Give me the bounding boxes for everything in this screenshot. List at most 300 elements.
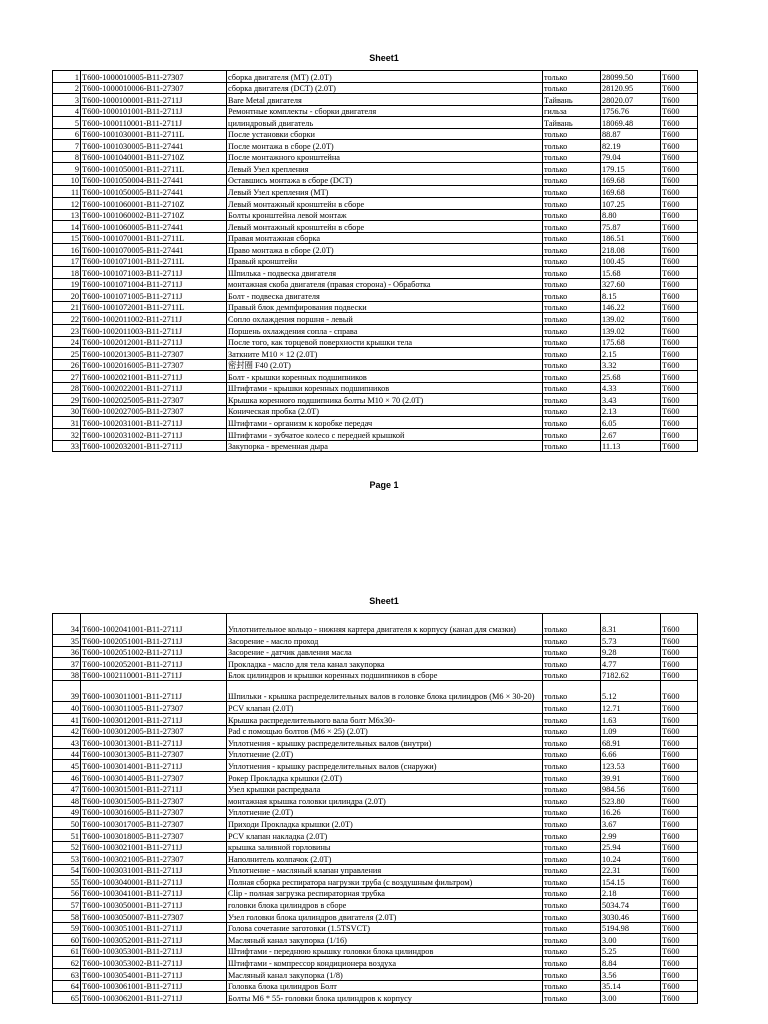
model-cell: T600 <box>661 980 698 992</box>
unit-cell: только <box>543 428 601 440</box>
price-cell: 3.56 <box>601 969 661 981</box>
model-cell: T600 <box>661 128 698 140</box>
unit-cell: только <box>543 681 601 702</box>
unit-cell: только <box>543 795 601 807</box>
part-code-cell: T600-1001060002-B11-2710Z <box>81 209 227 221</box>
part-code-cell: T600-1002016005-B11-27307 <box>81 359 227 371</box>
model-cell: T600 <box>661 737 698 749</box>
price-cell: 523.80 <box>601 795 661 807</box>
table-row <box>53 359 698 371</box>
description-cell: Ремонтные комплекты - сборки двигателя <box>227 105 543 117</box>
model-cell: T600 <box>661 635 698 647</box>
price-cell: 9.28 <box>601 646 661 658</box>
unit-cell: только <box>543 151 601 163</box>
unit-cell: только <box>543 440 601 452</box>
description-cell: Болт - крышки коренных подшипников <box>227 371 543 383</box>
price-cell: 8.15 <box>601 290 661 302</box>
part-code-cell: T600-1001030001-B11-2711L <box>81 128 227 140</box>
description-cell: Левый Узел крепления (MT) <box>227 186 543 198</box>
table-row <box>53 371 698 383</box>
price-cell: 186.51 <box>601 232 661 244</box>
part-code-cell: T600-1003050007-B11-27307 <box>81 911 227 923</box>
unit-cell: только <box>543 887 601 899</box>
price-cell: 88.87 <box>601 128 661 140</box>
description-cell: Уплотнение (2.0T) <box>227 748 543 760</box>
unit-cell: только <box>543 301 601 313</box>
unit-cell: Тайвань <box>543 117 601 129</box>
part-code-cell: T600-1003015005-B11-27307 <box>81 795 227 807</box>
unit-cell: только <box>543 945 601 957</box>
unit-cell: только <box>543 71 601 83</box>
part-code-cell: T600-1002011002-B11-2711J <box>81 313 227 325</box>
row-number-cell: 11 <box>53 186 81 198</box>
row-number-cell: 3 <box>53 94 81 106</box>
description-cell: После установки сборки <box>227 128 543 140</box>
description-cell: Уплотнительное кольцо - нижняя картера двигателя к корпусу (канал для смазки) <box>227 614 543 635</box>
row-number-cell: 25 <box>53 348 81 360</box>
description-cell: Засорение - масло проход <box>227 635 543 647</box>
description-cell: Болты кронштейна левой монтаж <box>227 209 543 221</box>
part-code-cell: T600-1003052001-B11-2711J <box>81 934 227 946</box>
part-code-cell: T600-1001050005-B11-27441 <box>81 186 227 198</box>
description-cell: Pad с помощью болтов (M6 × 25) (2.0T) <box>227 725 543 737</box>
model-cell: T600 <box>661 658 698 670</box>
model-cell: T600 <box>661 94 698 106</box>
part-code-cell: T600-1003017005-B11-27307 <box>81 818 227 830</box>
model-cell: T600 <box>661 760 698 772</box>
part-code-cell: T600-1003062001-B11-2711J <box>81 992 227 1004</box>
unit-cell: только <box>543 394 601 406</box>
table-row <box>53 71 698 83</box>
description-cell: После монтажа в сборе (2.0T) <box>227 140 543 152</box>
price-cell: 146.22 <box>601 301 661 313</box>
row-number-cell: 27 <box>53 371 81 383</box>
model-cell: T600 <box>661 417 698 429</box>
unit-cell: только <box>543 934 601 946</box>
table-row <box>53 94 698 106</box>
model-cell: T600 <box>661 713 698 725</box>
price-cell: 169.68 <box>601 186 661 198</box>
description-cell: 密封圈 F40 (2.0T) <box>227 359 543 371</box>
description-cell: Засорение - датчик давления масла <box>227 646 543 658</box>
row-number-cell: 56 <box>53 887 81 899</box>
part-code-cell: T600-1003054001-B11-2711J <box>81 969 227 981</box>
table-row <box>53 325 698 337</box>
model-cell: T600 <box>661 806 698 818</box>
table-row <box>53 267 698 279</box>
description-cell: Правый кронштейн <box>227 255 543 267</box>
price-cell: 2.99 <box>601 829 661 841</box>
table-row <box>53 128 698 140</box>
row-number-cell: 20 <box>53 290 81 302</box>
price-cell: 6.66 <box>601 748 661 760</box>
price-cell: 35.14 <box>601 980 661 992</box>
description-cell: монтажная крышка головки цилиндра (2.0T) <box>227 795 543 807</box>
part-code-cell: T600-1003053002-B11-2711J <box>81 957 227 969</box>
price-cell: 154.15 <box>601 876 661 888</box>
part-code-cell: T600-1002041001-B11-2711J <box>81 614 227 635</box>
unit-cell: только <box>543 899 601 911</box>
price-cell: 8.80 <box>601 209 661 221</box>
model-cell: T600 <box>661 795 698 807</box>
unit-cell: только <box>543 635 601 647</box>
part-code-cell: T600-1002012001-B11-2711J <box>81 336 227 348</box>
unit-cell: только <box>543 417 601 429</box>
table-row <box>53 957 698 969</box>
row-number-cell: 49 <box>53 806 81 818</box>
model-cell: T600 <box>661 783 698 795</box>
price-cell: 28020.07 <box>601 94 661 106</box>
table-row <box>53 681 698 702</box>
model-cell: T600 <box>661 221 698 233</box>
table-row <box>53 911 698 923</box>
price-cell: 82.19 <box>601 140 661 152</box>
description-cell: Рокер Прокладка крышки (2.0T) <box>227 771 543 783</box>
description-cell: Полная сборка респиратора нагрузки труба (с воздушным фильтром) <box>227 876 543 888</box>
table-row <box>53 348 698 360</box>
row-number-cell: 26 <box>53 359 81 371</box>
part-code-cell: T600-1002011003-B11-2711J <box>81 325 227 337</box>
row-number-cell: 55 <box>53 876 81 888</box>
description-cell: головки блока цилиндров в сборе <box>227 899 543 911</box>
price-cell: 218.08 <box>601 244 661 256</box>
table-row <box>53 301 698 313</box>
table-row <box>53 198 698 210</box>
description-cell: Голова сочетание заготовки (1.5TSVCT) <box>227 922 543 934</box>
row-number-cell: 65 <box>53 992 81 1004</box>
description-cell: Сопло охлаждения поршня - левый <box>227 313 543 325</box>
unit-cell: только <box>543 359 601 371</box>
unit-cell: только <box>543 405 601 417</box>
description-cell: Поршень охлаждения сопла - справа <box>227 325 543 337</box>
unit-cell: только <box>543 646 601 658</box>
description-cell: Штифтами - крышки коренных подшипников <box>227 382 543 394</box>
table-row <box>53 151 698 163</box>
unit-cell: только <box>543 669 601 681</box>
unit-cell: только <box>543 702 601 714</box>
model-cell: T600 <box>661 899 698 911</box>
price-cell: 68.91 <box>601 737 661 749</box>
model-cell: T600 <box>661 359 698 371</box>
description-cell: Заткните M10 × 12 (2.0T) <box>227 348 543 360</box>
part-code-cell: T600-1003040001-B11-2711J <box>81 876 227 888</box>
table-row <box>53 853 698 865</box>
table-row <box>53 969 698 981</box>
table-row <box>53 713 698 725</box>
row-number-cell: 46 <box>53 771 81 783</box>
description-cell: Прокладка - масло для тела канал закупорка <box>227 658 543 670</box>
description-cell: Масляный канал закупорка (1/16) <box>227 934 543 946</box>
sheet-title: Sheet1 <box>369 596 399 606</box>
part-code-cell: T600-1002013005-B11-27307 <box>81 348 227 360</box>
table-row <box>53 992 698 1004</box>
description-cell: Узел крышки распредвала <box>227 783 543 795</box>
part-code-cell: T600-1002051001-B11-2711J <box>81 635 227 647</box>
description-cell: Крышка коренного подшипника болты M10 × 70 (2.0T) <box>227 394 543 406</box>
description-cell: Левый Узел крепления <box>227 163 543 175</box>
description-cell: Bare Metal двигателя <box>227 94 543 106</box>
unit-cell: только <box>543 128 601 140</box>
description-cell: монтажная скоба двигателя (правая сторона) - Обработка <box>227 278 543 290</box>
price-cell: 327.60 <box>601 278 661 290</box>
table-row <box>53 876 698 888</box>
price-cell: 4.77 <box>601 658 661 670</box>
part-code-cell: T600-1003014001-B11-2711J <box>81 760 227 772</box>
price-cell: 107.25 <box>601 198 661 210</box>
row-number-cell: 52 <box>53 841 81 853</box>
row-number-cell: 51 <box>53 829 81 841</box>
unit-cell: только <box>543 382 601 394</box>
table-row <box>53 760 698 772</box>
part-code-cell: T600-1002021001-B11-2711J <box>81 371 227 383</box>
model-cell: T600 <box>661 371 698 383</box>
unit-cell: только <box>543 853 601 865</box>
price-cell: 8.84 <box>601 957 661 969</box>
description-cell: После того, как торцевой поверхности крышки тела <box>227 336 543 348</box>
part-code-cell: T600-1001072001-B11-2711L <box>81 301 227 313</box>
description-cell: Уплотнения - крышку распределительных валов (снаружи) <box>227 760 543 772</box>
price-cell: 10.24 <box>601 853 661 865</box>
unit-cell: только <box>543 980 601 992</box>
part-code-cell: T600-1003012005-B11-27307 <box>81 725 227 737</box>
description-cell: Крышка распределительного вала болт M6x30- <box>227 713 543 725</box>
part-code-cell: T600-1001071003-B11-2711J <box>81 267 227 279</box>
part-code-cell: T600-1003021005-B11-27307 <box>81 853 227 865</box>
price-cell: 5.12 <box>601 681 661 702</box>
price-cell: 3.00 <box>601 934 661 946</box>
table-row <box>53 806 698 818</box>
unit-cell: только <box>543 957 601 969</box>
unit-cell: только <box>543 771 601 783</box>
unit-cell: только <box>543 255 601 267</box>
table-row <box>53 702 698 714</box>
row-number-cell: 34 <box>53 614 81 635</box>
model-cell: T600 <box>661 174 698 186</box>
part-code-cell: T600-1001050004-B11-27441 <box>81 174 227 186</box>
row-number-cell: 5 <box>53 117 81 129</box>
part-code-cell: T600-1001060005-B11-27441 <box>81 221 227 233</box>
model-cell: T600 <box>661 163 698 175</box>
price-cell: 2.18 <box>601 887 661 899</box>
unit-cell: только <box>543 163 601 175</box>
table-row <box>53 635 698 647</box>
unit-cell: только <box>543 209 601 221</box>
model-cell: T600 <box>661 348 698 360</box>
table-row <box>53 748 698 760</box>
model-cell: T600 <box>661 232 698 244</box>
page-footer: Page 1 <box>369 480 399 490</box>
model-cell: T600 <box>661 911 698 923</box>
unit-cell: только <box>543 829 601 841</box>
price-cell: 16.26 <box>601 806 661 818</box>
row-number-cell: 58 <box>53 911 81 923</box>
unit-cell: только <box>543 278 601 290</box>
part-code-cell: T600-1002051002-B11-2711J <box>81 646 227 658</box>
price-cell: 1.63 <box>601 713 661 725</box>
table-row <box>53 232 698 244</box>
description-cell: PCV клапан накладка (2.0T) <box>227 829 543 841</box>
part-code-cell: T600-1002031001-B11-2711J <box>81 417 227 429</box>
description-cell: Уплотнения - крышку распределительных валов (внутри) <box>227 737 543 749</box>
description-cell: Узел головки блока цилиндров двигателя (2.0T) <box>227 911 543 923</box>
part-code-cell: T600-1003013001-B11-2711J <box>81 737 227 749</box>
table-row <box>53 209 698 221</box>
model-cell: T600 <box>661 209 698 221</box>
unit-cell: только <box>543 336 601 348</box>
row-number-cell: 43 <box>53 737 81 749</box>
row-number-cell: 4 <box>53 105 81 117</box>
price-cell: 2.15 <box>601 348 661 360</box>
row-number-cell: 32 <box>53 428 81 440</box>
row-number-cell: 40 <box>53 702 81 714</box>
table-row <box>53 417 698 429</box>
model-cell: T600 <box>661 325 698 337</box>
price-cell: 3.43 <box>601 394 661 406</box>
model-cell: T600 <box>661 394 698 406</box>
part-code-cell: T600-1000010005-B11-27307 <box>81 71 227 83</box>
unit-cell: только <box>543 82 601 94</box>
model-cell: T600 <box>661 771 698 783</box>
sheet-title: Sheet1 <box>369 53 399 63</box>
price-cell: 5.73 <box>601 635 661 647</box>
unit-cell: только <box>543 290 601 302</box>
part-code-cell: T600-1002025005-B11-27307 <box>81 394 227 406</box>
unit-cell: только <box>543 186 601 198</box>
table-row <box>53 255 698 267</box>
model-cell: T600 <box>661 140 698 152</box>
table-row <box>53 244 698 256</box>
price-cell: 2.13 <box>601 405 661 417</box>
row-number-cell: 28 <box>53 382 81 394</box>
row-number-cell: 50 <box>53 818 81 830</box>
row-number-cell: 13 <box>53 209 81 221</box>
price-cell: 79.04 <box>601 151 661 163</box>
unit-cell: только <box>543 713 601 725</box>
description-cell: Закупорка - временная дыра <box>227 440 543 452</box>
unit-cell: Тайвань <box>543 94 601 106</box>
price-cell: 8.31 <box>601 614 661 635</box>
unit-cell: только <box>543 174 601 186</box>
table-row <box>53 887 698 899</box>
part-code-cell: T600-1002031002-B11-2711J <box>81 428 227 440</box>
part-code-cell: T600-1002022001-B11-2711J <box>81 382 227 394</box>
table-row <box>53 899 698 911</box>
table-row <box>53 945 698 957</box>
model-cell: T600 <box>661 702 698 714</box>
row-number-cell: 16 <box>53 244 81 256</box>
row-number-cell: 21 <box>53 301 81 313</box>
unit-cell: только <box>543 198 601 210</box>
table-row <box>53 140 698 152</box>
table-row <box>53 163 698 175</box>
unit-cell: только <box>543 244 601 256</box>
description-cell: Уплотнение - масляный клапан управления <box>227 864 543 876</box>
model-cell: T600 <box>661 267 698 279</box>
description-cell: Шпильки - крышка распределительных валов в головке блока цилиндров (M6 × 30-20) <box>227 681 543 702</box>
description-cell: Уплотнение (2.0T) <box>227 806 543 818</box>
row-number-cell: 15 <box>53 232 81 244</box>
unit-cell: только <box>543 760 601 772</box>
description-cell: Болты M6 * 55- головки блока цилиндров к корпусу <box>227 992 543 1004</box>
price-cell: 5034.74 <box>601 899 661 911</box>
price-cell: 984.56 <box>601 783 661 795</box>
table-row <box>53 313 698 325</box>
price-cell: 12.71 <box>601 702 661 714</box>
price-cell: 4.33 <box>601 382 661 394</box>
unit-cell: только <box>543 232 601 244</box>
table-row <box>53 646 698 658</box>
part-code-cell: T600-1003011001-B11-2711J <box>81 681 227 702</box>
row-number-cell: 47 <box>53 783 81 795</box>
row-number-cell: 61 <box>53 945 81 957</box>
model-cell: T600 <box>661 681 698 702</box>
unit-cell: только <box>543 267 601 279</box>
model-cell: T600 <box>661 748 698 760</box>
table-row <box>53 669 698 681</box>
model-cell: T600 <box>661 853 698 865</box>
unit-cell: только <box>543 725 601 737</box>
table-row <box>53 105 698 117</box>
model-cell: T600 <box>661 82 698 94</box>
model-cell: T600 <box>661 669 698 681</box>
price-cell: 100.45 <box>601 255 661 267</box>
parts-table-page2 <box>52 613 698 1004</box>
unit-cell: только <box>543 783 601 795</box>
part-code-cell: T600-1003015001-B11-2711J <box>81 783 227 795</box>
row-number-cell: 2 <box>53 82 81 94</box>
price-cell: 6.05 <box>601 417 661 429</box>
row-number-cell: 60 <box>53 934 81 946</box>
model-cell: T600 <box>661 336 698 348</box>
row-number-cell: 41 <box>53 713 81 725</box>
unit-cell: только <box>543 876 601 888</box>
model-cell: T600 <box>661 255 698 267</box>
part-code-cell: T600-1003016005-B11-27307 <box>81 806 227 818</box>
row-number-cell: 24 <box>53 336 81 348</box>
description-cell: Правый блок демпфирования подвески <box>227 301 543 313</box>
row-number-cell: 59 <box>53 922 81 934</box>
table-row <box>53 221 698 233</box>
row-number-cell: 44 <box>53 748 81 760</box>
description-cell: Наполнитель колпачок (2.0T) <box>227 853 543 865</box>
part-code-cell: T600-1001030005-B11-27441 <box>81 140 227 152</box>
table-row <box>53 614 698 635</box>
unit-cell: только <box>543 348 601 360</box>
table-row <box>53 394 698 406</box>
price-cell: 3030.46 <box>601 911 661 923</box>
description-cell: Болт - подвеска двигателя <box>227 290 543 302</box>
description-cell: крышка заливной горловины <box>227 841 543 853</box>
table-row <box>53 980 698 992</box>
model-cell: T600 <box>661 198 698 210</box>
part-code-cell: T600-1001040001-B11-2710Z <box>81 151 227 163</box>
description-cell: Clip - полная загрузка респираторная трубка <box>227 887 543 899</box>
unit-cell: только <box>543 992 601 1004</box>
model-cell: T600 <box>661 313 698 325</box>
description-cell: Приходи Прокладка крышки (2.0T) <box>227 818 543 830</box>
price-cell: 179.15 <box>601 163 661 175</box>
table-row <box>53 428 698 440</box>
model-cell: T600 <box>661 117 698 129</box>
table-row <box>53 117 698 129</box>
part-code-cell: T600-1000010006-B11-27307 <box>81 82 227 94</box>
price-cell: 15.68 <box>601 267 661 279</box>
model-cell: T600 <box>661 151 698 163</box>
unit-cell: только <box>543 737 601 749</box>
description-cell: Блок цилиндров и крышки коренных подшипников в сборе <box>227 669 543 681</box>
unit-cell: только <box>543 140 601 152</box>
table-row <box>53 737 698 749</box>
